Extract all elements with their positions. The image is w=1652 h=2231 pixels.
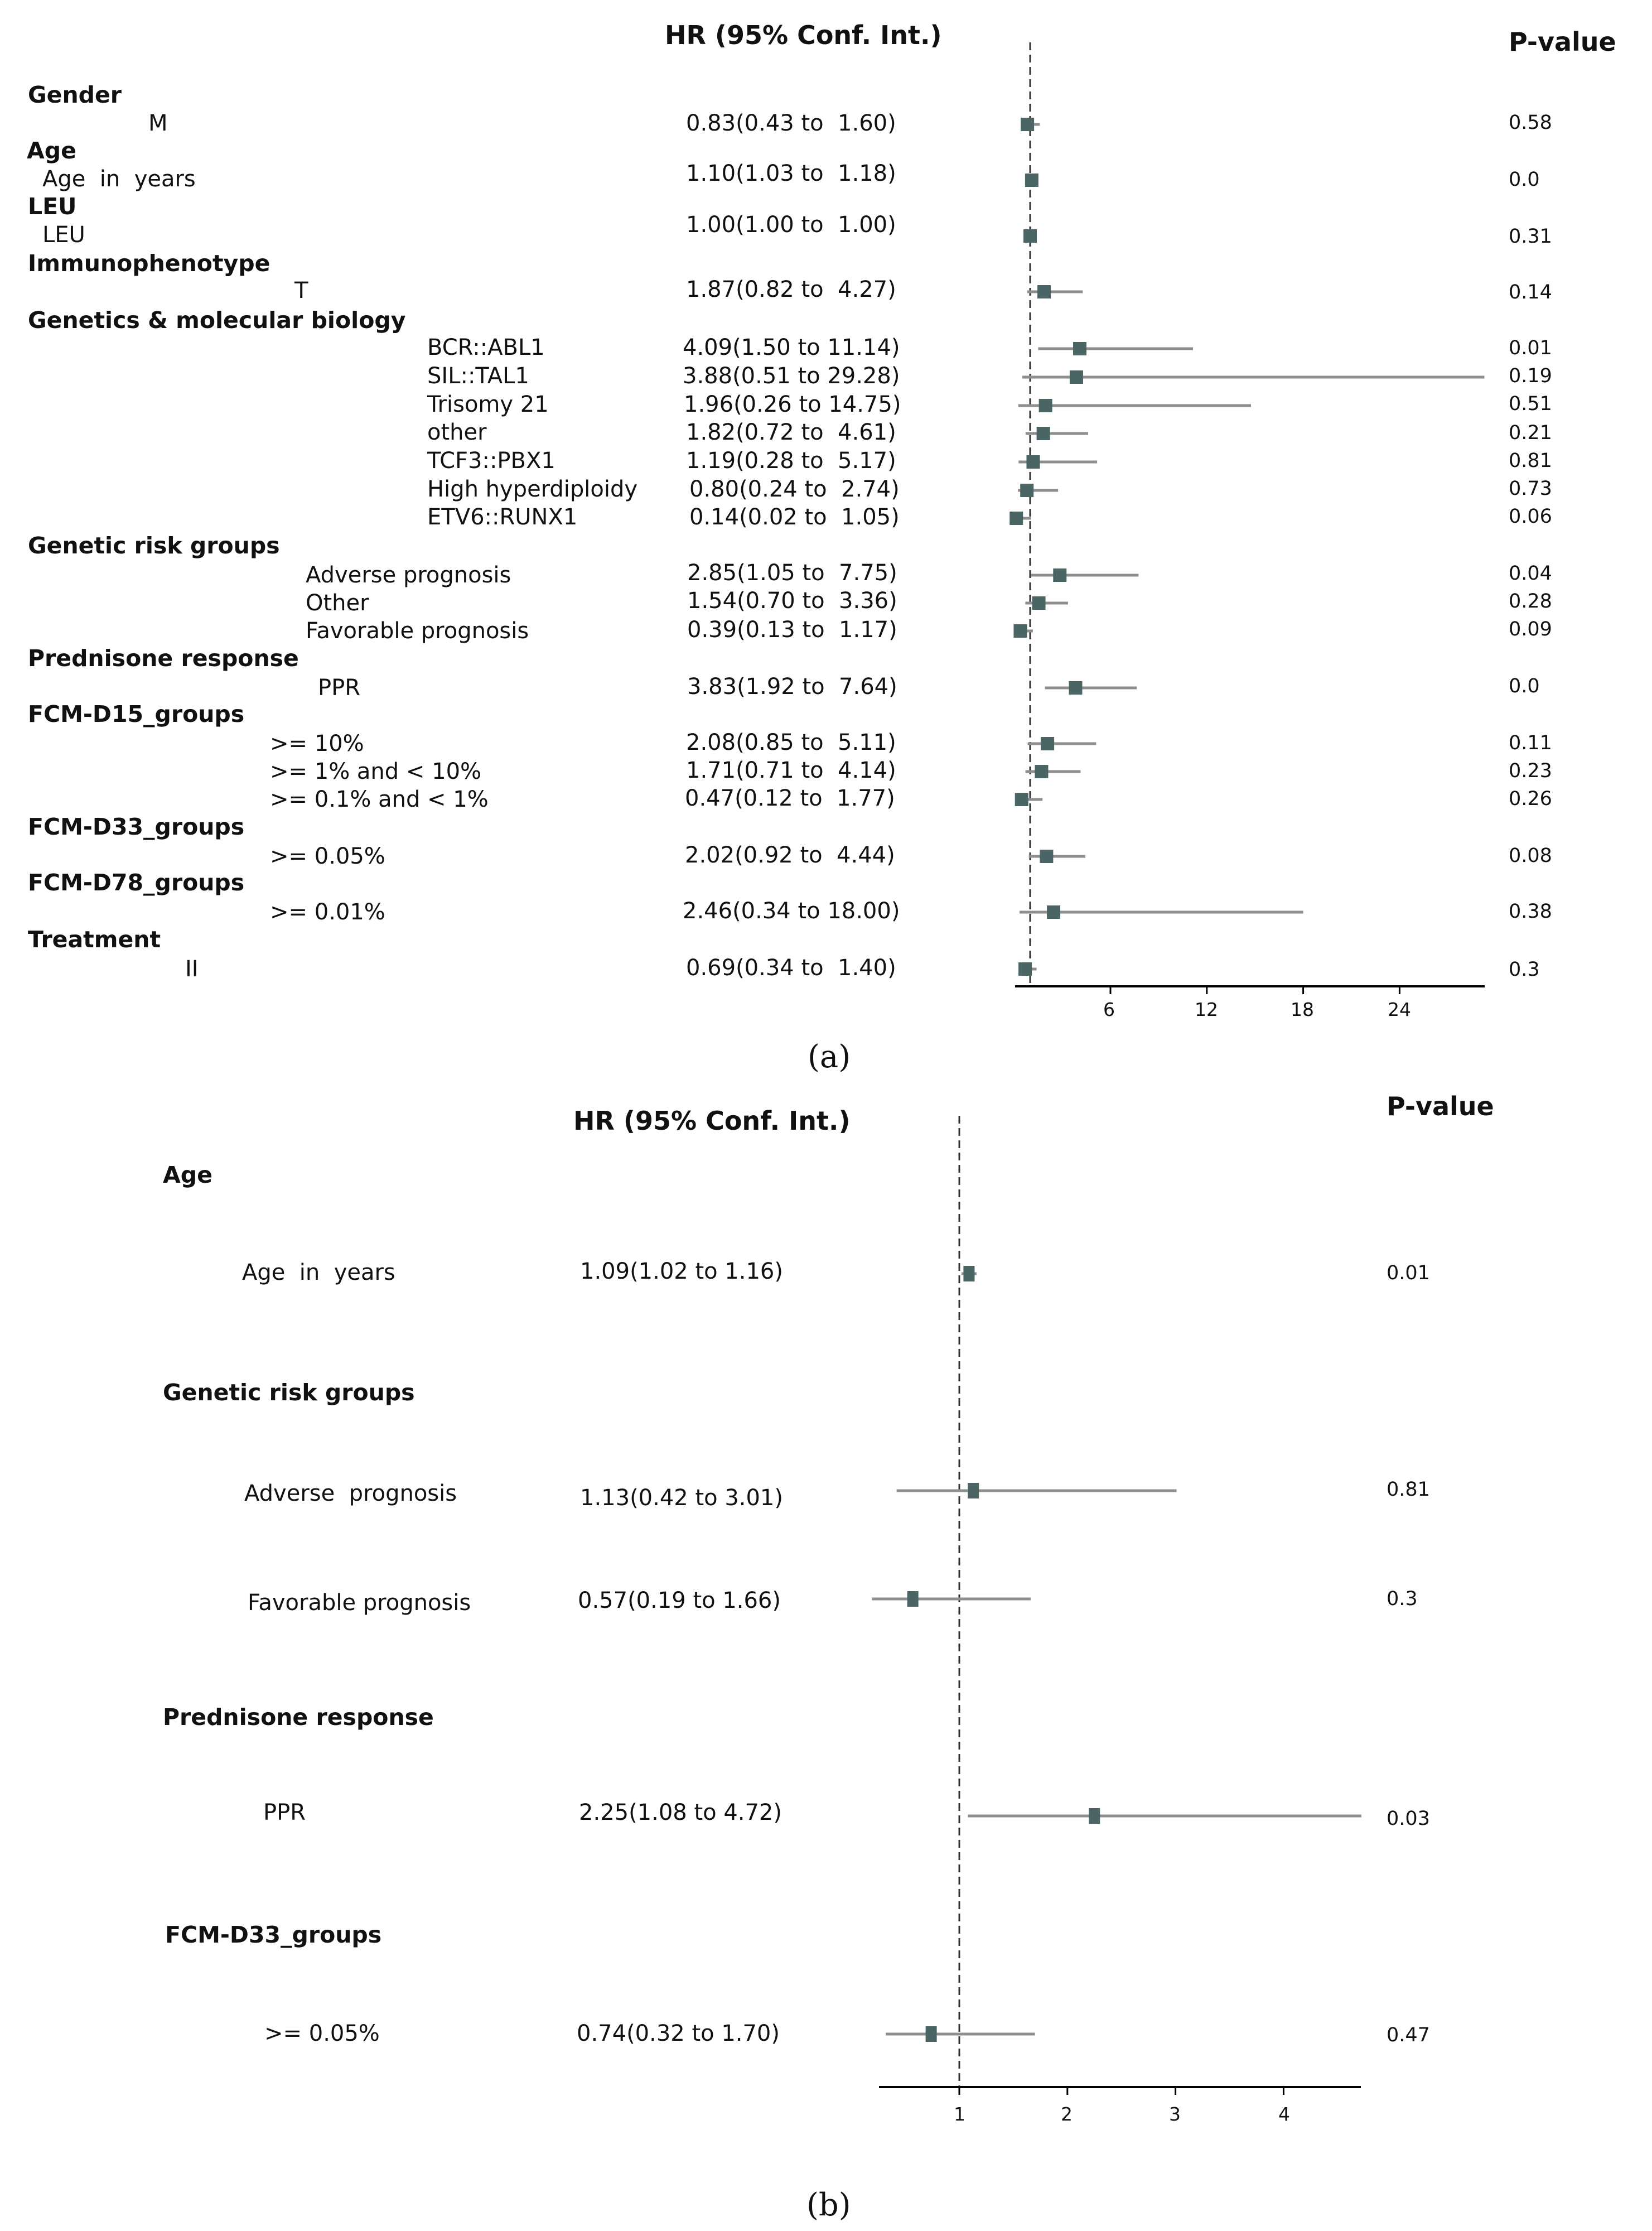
row-label: PPR — [318, 675, 361, 701]
hr-value: 0.74(0.32 to 1.70) — [577, 2021, 780, 2046]
row-label: Other — [306, 590, 369, 616]
hr-value: 2.08(0.85 to 5.11) — [686, 730, 896, 755]
p-value: 0.31 — [1509, 225, 1552, 248]
group-header: FCM-D33_groups — [165, 1921, 382, 1948]
p-value: 0.26 — [1509, 788, 1552, 810]
p-value: 0.06 — [1509, 505, 1552, 528]
hr-value: 0.39(0.13 to 1.17) — [687, 617, 897, 643]
hr-point-marker — [1041, 737, 1054, 750]
hr-value: 3.88(0.51 to 29.28) — [683, 363, 900, 389]
hr-point-marker — [1018, 962, 1032, 976]
row-label: >= 0.1% and < 1% — [270, 787, 489, 812]
hr-value: 2.85(1.05 to 7.75) — [687, 560, 897, 586]
row-label: High hyperdiploidy — [427, 476, 638, 502]
hr-value: 2.25(1.08 to 4.72) — [579, 1800, 782, 1825]
hr-column-header: HR (95% Conf. Int.) — [665, 20, 942, 50]
p-value: 0.08 — [1509, 845, 1552, 867]
hr-value: 1.71(0.71 to 4.14) — [686, 758, 896, 783]
group-header: Treatment — [28, 926, 161, 953]
row-label: >= 10% — [270, 731, 364, 756]
p-value: 0.58 — [1509, 112, 1552, 134]
group-header: Immunophenotype — [28, 250, 270, 277]
hr-value: 0.57(0.19 to 1.66) — [578, 1588, 781, 1613]
hr-value: 1.54(0.70 to 3.36) — [687, 588, 897, 614]
hr-point-marker — [1037, 285, 1051, 298]
hr-point-marker — [1021, 118, 1034, 131]
panel-caption: (a) — [808, 1039, 851, 1075]
p-value: 0.28 — [1509, 590, 1552, 613]
row-label: >= 0.01% — [270, 899, 385, 925]
row-label: Favorable prognosis — [248, 1590, 471, 1616]
group-header: Prednisone response — [163, 1704, 434, 1731]
group-header: LEU — [28, 193, 77, 220]
hr-point-marker — [1070, 370, 1083, 384]
hr-value: 1.10(1.03 to 1.18) — [686, 161, 896, 186]
panel-caption: (b) — [806, 2187, 851, 2223]
p-value: 0.09 — [1509, 618, 1552, 640]
hr-point-marker — [926, 2026, 937, 2042]
row-label: Favorable prognosis — [306, 618, 529, 644]
x-tick-label: 12 — [1195, 999, 1218, 1020]
hr-point-marker — [963, 1266, 974, 1281]
x-tick-label: 4 — [1278, 2103, 1290, 2125]
hr-value: 2.02(0.92 to 4.44) — [685, 842, 895, 868]
group-header: FCM-D78_groups — [28, 869, 245, 896]
x-tick-label: 2 — [1061, 2103, 1073, 2125]
hr-point-marker — [1015, 793, 1028, 806]
p-value: 0.38 — [1509, 900, 1552, 923]
hr-value: 0.14(0.02 to 1.05) — [689, 504, 900, 530]
row-label: ETV6::RUNX1 — [427, 504, 578, 530]
hr-point-marker — [1040, 850, 1053, 863]
hr-point-marker — [1069, 681, 1083, 695]
p-value: 0.01 — [1509, 337, 1552, 359]
hr-point-marker — [1026, 455, 1040, 469]
p-value: 0.73 — [1509, 478, 1552, 500]
group-header: Age — [163, 1162, 212, 1188]
hr-value: 1.09(1.02 to 1.16) — [580, 1259, 783, 1284]
row-label: >= 0.05% — [270, 844, 385, 869]
row-label: >= 1% and < 10% — [270, 759, 482, 784]
hr-point-marker — [1009, 512, 1023, 525]
hr-point-marker — [1035, 765, 1048, 778]
row-label: TCF3::PBX1 — [427, 448, 556, 474]
p-value: 0.81 — [1509, 450, 1552, 472]
group-header: Genetics & molecular biology — [28, 307, 406, 334]
x-tick-label: 24 — [1388, 999, 1411, 1020]
row-label: LEU — [42, 222, 85, 248]
hr-value: 1.87(0.82 to 4.27) — [686, 277, 896, 302]
row-label: PPR — [263, 1800, 306, 1825]
p-value: 0.81 — [1387, 1478, 1430, 1501]
p-value: 0.3 — [1387, 1588, 1418, 1610]
x-tick-label: 1 — [954, 2103, 965, 2125]
row-label: SIL::TAL1 — [427, 363, 529, 389]
hr-value: 1.00(1.00 to 1.00) — [686, 212, 896, 238]
row-label: Adverse prognosis — [306, 562, 511, 588]
hr-value: 2.46(0.34 to 18.00) — [683, 898, 900, 924]
group-header: FCM-D33_groups — [28, 813, 245, 840]
p-value: 0.21 — [1509, 422, 1552, 444]
row-label: BCR::ABL1 — [427, 335, 545, 360]
row-label: Trisomy 21 — [427, 392, 549, 417]
hr-point-marker — [1089, 1808, 1100, 1824]
group-header: Prednisone response — [28, 645, 299, 672]
p-value: 0.19 — [1509, 365, 1552, 387]
x-tick-label: 3 — [1169, 2103, 1181, 2125]
p-value: 0.11 — [1509, 732, 1552, 754]
hr-column-header: HR (95% Conf. Int.) — [573, 1106, 851, 1136]
p-value: 0.0 — [1509, 168, 1540, 191]
p-value: 0.14 — [1509, 281, 1552, 303]
hr-value: 1.82(0.72 to 4.61) — [686, 420, 896, 445]
hr-point-marker — [1032, 596, 1046, 610]
hr-value: 4.09(1.50 to 11.14) — [683, 335, 900, 360]
row-label: other — [427, 420, 487, 445]
p-value: 0.23 — [1509, 760, 1552, 782]
group-header: FCM-D15_groups — [28, 701, 245, 727]
x-tick-label: 18 — [1291, 999, 1314, 1020]
group-header: Genetic risk groups — [163, 1379, 415, 1406]
hr-point-marker — [1020, 484, 1033, 497]
hr-point-marker — [1053, 568, 1066, 582]
group-header: Genetic risk groups — [28, 532, 280, 559]
p-value: 0.51 — [1509, 393, 1552, 415]
hr-value: 0.69(0.34 to 1.40) — [686, 955, 896, 981]
hr-point-marker — [1037, 427, 1050, 440]
row-label: II — [185, 956, 199, 982]
hr-point-marker — [968, 1483, 979, 1498]
p-value: 0.03 — [1387, 1808, 1430, 1830]
hr-point-marker — [907, 1591, 919, 1607]
p-value-column-header: P-value — [1509, 27, 1616, 57]
p-value: 0.04 — [1509, 562, 1552, 585]
hr-value: 1.13(0.42 to 3.01) — [580, 1485, 783, 1511]
hr-value: 1.96(0.26 to 14.75) — [684, 392, 901, 417]
hr-point-marker — [1073, 342, 1086, 355]
group-header: Gender — [28, 81, 122, 108]
row-label: >= 0.05% — [264, 2021, 380, 2046]
p-value: 0.0 — [1509, 675, 1540, 697]
hr-point-marker — [1039, 399, 1052, 412]
hr-value: 3.83(1.92 to 7.64) — [687, 674, 897, 700]
hr-point-marker — [1013, 624, 1027, 638]
p-value: 0.3 — [1509, 958, 1540, 981]
p-value: 0.01 — [1387, 1262, 1430, 1284]
row-label: Age in years — [42, 166, 196, 192]
group-header: Age — [27, 137, 76, 164]
hr-value: 0.83(0.43 to 1.60) — [686, 110, 896, 136]
hr-point-marker — [1047, 905, 1060, 919]
row-label: Adverse prognosis — [244, 1481, 457, 1506]
p-value-column-header: P-value — [1387, 1091, 1494, 1121]
hr-value: 1.19(0.28 to 5.17) — [686, 448, 896, 474]
row-label: T — [294, 278, 308, 303]
hr-value: 0.80(0.24 to 2.74) — [689, 476, 900, 502]
x-tick-label: 6 — [1103, 999, 1115, 1020]
row-label: Age in years — [242, 1260, 395, 1285]
p-value: 0.47 — [1387, 2024, 1430, 2046]
row-label: M — [148, 110, 168, 136]
hr-point-marker — [1023, 229, 1037, 243]
hr-point-marker — [1025, 174, 1038, 187]
hr-value: 0.47(0.12 to 1.77) — [685, 786, 895, 811]
